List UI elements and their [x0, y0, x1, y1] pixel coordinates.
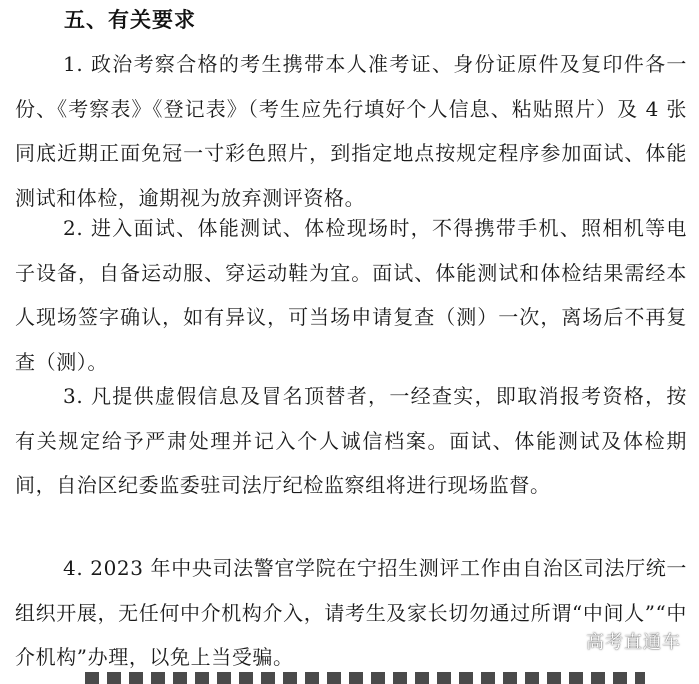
requirement-paragraph-3: 3. 凡提供虚假信息及冒名顶替者，一经查实，即取消报考资格，按有关规定给予严肃处理并记入个人诚信档案。面试、体能测试及体检期间，自治区纪委监委驻司法厅纪检监察组将进行现场监督。 — [15, 384, 687, 498]
watermark-text: 高考直通车 — [586, 632, 681, 653]
cut-off-line-fragment — [85, 672, 645, 684]
requirement-paragraph-4: 4. 2023 年中央司法警官学院在宁招生测评工作由自治区司法厅统一组织开展，无任何中介机构介入，请考生及家长切勿通过所谓“中间人”“中介机构”办理，以免上当受骗。 — [15, 556, 687, 670]
requirement-paragraph-1: 1. 政治考察合格的考生携带本人准考证、身份证原件及复印件各一份、《考察表》《登记表》（考生应先行填好个人信息、粘贴照片）及 4 张同底近期正面免冠一寸彩色照片，到指定地点按规定程序参加面试、体能测试和体检，逾期视为放弃测评资格。 — [15, 52, 687, 210]
section-heading: 五、有关要求 — [64, 8, 196, 32]
cut-off-text-line — [15, 668, 687, 684]
requirement-paragraph-2: 2. 进入面试、体能测试、体检现场时，不得携带手机、照相机等电子设备，自备运动服、穿运动鞋为宜。面试、体能测试和体检结果需经本人现场签字确认，如有异议，可当场申请复查（测）一次，离场后不再复查（测）。 — [15, 216, 687, 374]
